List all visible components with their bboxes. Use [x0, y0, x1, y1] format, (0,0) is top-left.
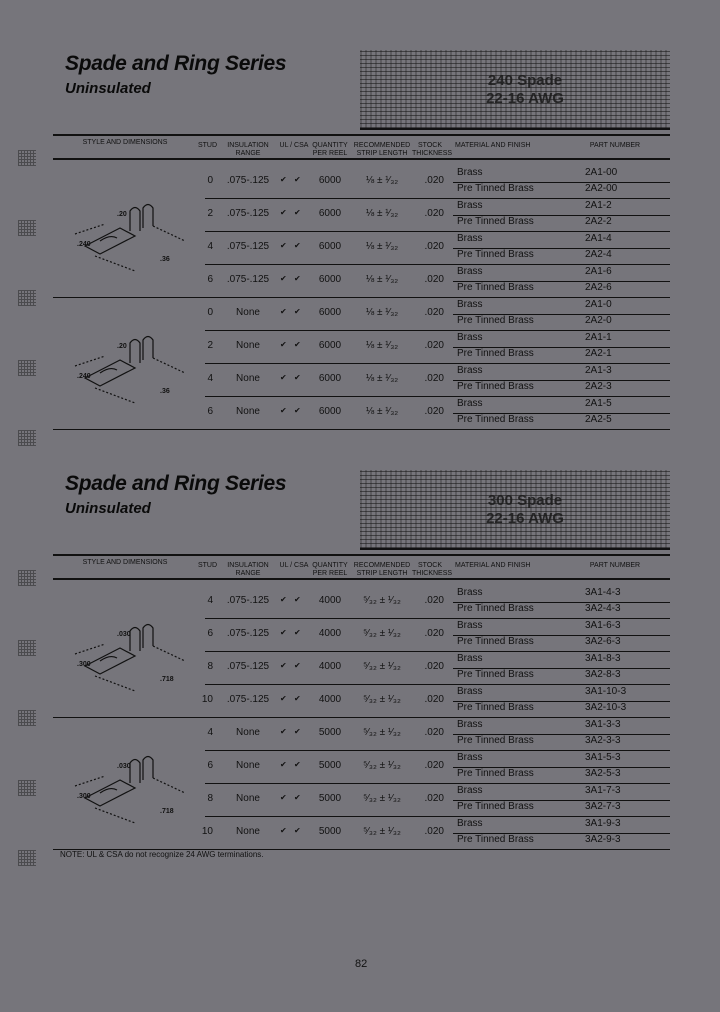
- material-finish: Pre Tinned Brass: [457, 282, 534, 293]
- footnote: NOTE: UL & CSA do not recognize 24 AWG terminations.: [60, 850, 264, 859]
- row-divider: [453, 602, 670, 603]
- ul-check-icon: ✔: [280, 274, 287, 283]
- strip-length: ⁵⁄₃₂ ± ¹⁄₃₂: [363, 595, 401, 606]
- csa-check-icon: ✔: [294, 727, 301, 736]
- dimension-label: .718: [160, 676, 174, 683]
- stud-size: 8: [207, 661, 213, 672]
- stud-size: 6: [207, 760, 213, 771]
- insulation-range: .075-.125: [226, 694, 270, 705]
- row-divider: [453, 314, 670, 315]
- stock-thickness: .020: [424, 727, 444, 738]
- group-divider: [53, 717, 453, 718]
- insulation-range: None: [236, 340, 260, 351]
- quantity-per-reel: 4000: [318, 595, 342, 606]
- section-title: Spade and Ring Series: [65, 472, 287, 495]
- banner-line-1: 300 Spade: [487, 492, 563, 509]
- margin-mark: [18, 220, 36, 236]
- row-divider: [453, 833, 670, 834]
- csa-check-icon: ✔: [294, 628, 301, 637]
- part-number: 2A1-3: [585, 365, 612, 376]
- material-finish: Pre Tinned Brass: [457, 768, 534, 779]
- part-number: 3A2-6-3: [585, 636, 621, 647]
- insulation-range: .075-.125: [226, 175, 270, 186]
- product-section: [0, 50, 720, 450]
- column-header-quantity: QUANTITY PER REEL: [312, 142, 348, 157]
- part-number: 3A2-9-3: [585, 834, 621, 845]
- csa-check-icon: ✔: [294, 208, 301, 217]
- strip-length: ⅛ ± ¹⁄₃₂: [365, 274, 399, 285]
- part-number: 2A1-5: [585, 398, 612, 409]
- material-finish: Brass: [457, 587, 483, 598]
- strip-length: ⅛ ± ¹⁄₃₂: [365, 208, 399, 219]
- strip-length: ⁵⁄₃₂ ± ¹⁄₃₂: [363, 793, 401, 804]
- part-number: 3A2-7-3: [585, 801, 621, 812]
- material-finish: Pre Tinned Brass: [457, 636, 534, 647]
- strip-length: ⁵⁄₃₂ ± ¹⁄₃₂: [363, 727, 401, 738]
- margin-mark: [18, 710, 36, 726]
- column-header-stud: STUD: [197, 562, 218, 569]
- row-divider: [453, 215, 670, 216]
- part-number: 3A1-6-3: [585, 620, 621, 631]
- row-divider: [453, 701, 670, 702]
- column-header-stud: STUD: [197, 142, 218, 149]
- material-finish: Brass: [457, 365, 483, 376]
- stock-thickness: .020: [424, 241, 444, 252]
- part-number: 3A2-4-3: [585, 603, 621, 614]
- material-finish: Pre Tinned Brass: [457, 669, 534, 680]
- stock-thickness: .020: [424, 307, 444, 318]
- csa-check-icon: ✔: [294, 406, 301, 415]
- strip-length: ⅛ ± ¹⁄₃₂: [365, 175, 399, 186]
- strip-length: ⅛ ± ¹⁄₃₂: [365, 406, 399, 417]
- insulation-range: .075-.125: [226, 661, 270, 672]
- csa-check-icon: ✔: [294, 826, 301, 835]
- part-number: 2A2-0: [585, 315, 612, 326]
- row-divider: [453, 281, 670, 282]
- material-finish: Brass: [457, 233, 483, 244]
- dimension-label: .20: [117, 211, 127, 218]
- stud-size: 4: [207, 241, 213, 252]
- csa-check-icon: ✔: [294, 175, 301, 184]
- material-finish: Pre Tinned Brass: [457, 735, 534, 746]
- margin-mark: [18, 640, 36, 656]
- part-number: 2A1-4: [585, 233, 612, 244]
- ul-check-icon: ✔: [280, 175, 287, 184]
- margin-mark: [18, 150, 36, 166]
- part-number: 2A2-00: [585, 183, 618, 194]
- ul-check-icon: ✔: [280, 727, 287, 736]
- stud-size: 2: [207, 208, 213, 219]
- column-header-material: MATERIAL AND FINISH: [455, 562, 531, 569]
- dimension-label: .240: [77, 373, 91, 380]
- terminal-drawing: [55, 738, 195, 833]
- insulation-range: .075-.125: [226, 595, 270, 606]
- banner-line-1: 240 Spade: [487, 72, 563, 89]
- stud-size: 2: [207, 340, 213, 351]
- row-divider: [453, 248, 670, 249]
- material-finish: Brass: [457, 398, 483, 409]
- part-number: 3A2-5-3: [585, 768, 621, 779]
- strip-length: ⁵⁄₃₂ ± ¹⁄₃₂: [363, 661, 401, 672]
- material-finish: Brass: [457, 686, 483, 697]
- material-finish: Pre Tinned Brass: [457, 603, 534, 614]
- insulation-range: None: [236, 373, 260, 384]
- column-header-material: MATERIAL AND FINISH: [455, 142, 531, 149]
- stock-thickness: .020: [424, 340, 444, 351]
- quantity-per-reel: 4000: [318, 628, 342, 639]
- part-number: 2A2-5: [585, 414, 612, 425]
- column-header-quantity: QUANTITY PER REEL: [312, 562, 348, 577]
- insulation-range: None: [236, 727, 260, 738]
- ul-check-icon: ✔: [280, 595, 287, 604]
- insulation-range: .075-.125: [226, 274, 270, 285]
- quantity-per-reel: 5000: [318, 727, 342, 738]
- csa-check-icon: ✔: [294, 373, 301, 382]
- material-finish: Brass: [457, 752, 483, 763]
- column-header-part: PART NUMBER: [589, 142, 641, 149]
- csa-check-icon: ✔: [294, 793, 301, 802]
- insulation-range: None: [236, 793, 260, 804]
- stock-thickness: .020: [424, 373, 444, 384]
- part-number: 3A2-10-3: [585, 702, 627, 713]
- part-number: 2A1-6: [585, 266, 612, 277]
- ul-check-icon: ✔: [280, 628, 287, 637]
- csa-check-icon: ✔: [294, 274, 301, 283]
- stud-size: 6: [207, 406, 213, 417]
- terminal-drawing: [55, 186, 195, 281]
- stud-size: 6: [207, 274, 213, 285]
- part-number: 3A1-7-3: [585, 785, 621, 796]
- stud-size: 0: [207, 175, 213, 186]
- quantity-per-reel: 6000: [318, 340, 342, 351]
- table-header: [53, 554, 670, 580]
- dimension-label: .20: [117, 343, 127, 350]
- material-finish: Brass: [457, 266, 483, 277]
- material-finish: Pre Tinned Brass: [457, 381, 534, 392]
- quantity-per-reel: 6000: [318, 208, 342, 219]
- part-number: 2A1-1: [585, 332, 612, 343]
- part-number: 3A2-3-3: [585, 735, 621, 746]
- strip-length: ⅛ ± ¹⁄₃₂: [365, 241, 399, 252]
- insulation-range: None: [236, 307, 260, 318]
- banner-line-2: 22-16 AWG: [486, 90, 564, 107]
- section-title: Spade and Ring Series: [65, 52, 287, 75]
- part-number: 3A1-4-3: [585, 587, 621, 598]
- stock-thickness: .020: [424, 793, 444, 804]
- material-finish: Brass: [457, 818, 483, 829]
- dimension-label: .030: [117, 631, 131, 638]
- part-number: 3A1-3-3: [585, 719, 621, 730]
- material-finish: Brass: [457, 653, 483, 664]
- stud-size: 4: [207, 727, 213, 738]
- part-number: 2A1-0: [585, 299, 612, 310]
- stock-thickness: .020: [424, 208, 444, 219]
- table-header: [53, 134, 670, 160]
- insulation-range: None: [236, 826, 260, 837]
- margin-mark: [18, 570, 36, 586]
- row-divider: [453, 347, 670, 348]
- insulation-range: None: [236, 760, 260, 771]
- terminal-drawing: [55, 318, 195, 413]
- quantity-per-reel: 6000: [318, 406, 342, 417]
- group-divider: [53, 297, 453, 298]
- ul-check-icon: ✔: [280, 793, 287, 802]
- csa-check-icon: ✔: [294, 661, 301, 670]
- insulation-range: .075-.125: [226, 628, 270, 639]
- column-header-insulation: INSULATION RANGE: [227, 562, 269, 577]
- material-finish: Pre Tinned Brass: [457, 249, 534, 260]
- material-finish: Pre Tinned Brass: [457, 801, 534, 812]
- ul-check-icon: ✔: [280, 406, 287, 415]
- insulation-range: None: [236, 406, 260, 417]
- ul-check-icon: ✔: [280, 208, 287, 217]
- quantity-per-reel: 5000: [318, 793, 342, 804]
- quantity-per-reel: 4000: [318, 661, 342, 672]
- row-divider: [453, 182, 670, 183]
- strip-length: ⁵⁄₃₂ ± ¹⁄₃₂: [363, 694, 401, 705]
- stock-thickness: .020: [424, 628, 444, 639]
- strip-length: ⁵⁄₃₂ ± ¹⁄₃₂: [363, 826, 401, 837]
- column-header-stock: STOCK THICKNESS: [412, 562, 453, 577]
- material-finish: Brass: [457, 785, 483, 796]
- quantity-per-reel: 5000: [318, 826, 342, 837]
- dimension-label: .718: [160, 808, 174, 815]
- material-finish: Pre Tinned Brass: [457, 414, 534, 425]
- ul-check-icon: ✔: [280, 661, 287, 670]
- strip-length: ⁵⁄₃₂ ± ¹⁄₃₂: [363, 628, 401, 639]
- dimension-label: .36: [160, 256, 170, 263]
- strip-length: ⅛ ± ¹⁄₃₂: [365, 373, 399, 384]
- column-header-style: STYLE AND DIMENSIONS: [82, 139, 168, 146]
- part-number: 3A1-9-3: [585, 818, 621, 829]
- section-subtitle: Uninsulated: [65, 80, 151, 97]
- row-divider: [453, 800, 670, 801]
- column-header-insulation: INSULATION RANGE: [227, 142, 269, 157]
- material-finish: Pre Tinned Brass: [457, 702, 534, 713]
- row-divider: [53, 429, 670, 430]
- product-section: [0, 470, 720, 870]
- row-divider: [453, 635, 670, 636]
- ul-check-icon: ✔: [280, 760, 287, 769]
- dimension-label: .36: [160, 388, 170, 395]
- dimension-label: .030: [117, 763, 131, 770]
- column-header-stock: STOCK THICKNESS: [412, 142, 453, 157]
- ul-check-icon: ✔: [280, 694, 287, 703]
- part-number: 2A2-6: [585, 282, 612, 293]
- series-banner: [360, 50, 670, 130]
- margin-mark: [18, 360, 36, 376]
- strip-length: ⁵⁄₃₂ ± ¹⁄₃₂: [363, 760, 401, 771]
- column-header-strip: RECOMMENDED STRIP LENGTH: [353, 142, 411, 157]
- csa-check-icon: ✔: [294, 241, 301, 250]
- quantity-per-reel: 4000: [318, 694, 342, 705]
- stud-size: 10: [201, 694, 213, 705]
- quantity-per-reel: 6000: [318, 373, 342, 384]
- row-divider: [453, 767, 670, 768]
- part-number: 3A2-8-3: [585, 669, 621, 680]
- material-finish: Brass: [457, 167, 483, 178]
- row-divider: [453, 413, 670, 414]
- csa-check-icon: ✔: [294, 694, 301, 703]
- material-finish: Pre Tinned Brass: [457, 348, 534, 359]
- csa-check-icon: ✔: [294, 760, 301, 769]
- ul-check-icon: ✔: [280, 241, 287, 250]
- csa-check-icon: ✔: [294, 595, 301, 604]
- material-finish: Brass: [457, 200, 483, 211]
- row-divider: [453, 668, 670, 669]
- stud-size: 4: [207, 373, 213, 384]
- row-divider: [453, 380, 670, 381]
- section-subtitle: Uninsulated: [65, 500, 151, 517]
- material-finish: Brass: [457, 299, 483, 310]
- ul-check-icon: ✔: [280, 826, 287, 835]
- dimension-label: .300: [77, 661, 91, 668]
- margin-mark: [18, 430, 36, 446]
- stock-thickness: .020: [424, 694, 444, 705]
- part-number: 3A1-8-3: [585, 653, 621, 664]
- part-number: 2A1-2: [585, 200, 612, 211]
- margin-mark: [18, 290, 36, 306]
- stud-size: 0: [207, 307, 213, 318]
- margin-mark: [18, 850, 36, 866]
- material-finish: Pre Tinned Brass: [457, 216, 534, 227]
- stud-size: 8: [207, 793, 213, 804]
- insulation-range: .075-.125: [226, 208, 270, 219]
- stock-thickness: .020: [424, 406, 444, 417]
- quantity-per-reel: 6000: [318, 241, 342, 252]
- dimension-label: .300: [77, 793, 91, 800]
- material-finish: Brass: [457, 332, 483, 343]
- stock-thickness: .020: [424, 175, 444, 186]
- stud-size: 10: [201, 826, 213, 837]
- quantity-per-reel: 6000: [318, 175, 342, 186]
- ul-check-icon: ✔: [280, 307, 287, 316]
- material-finish: Pre Tinned Brass: [457, 834, 534, 845]
- quantity-per-reel: 6000: [318, 274, 342, 285]
- part-number: 2A1-00: [585, 167, 618, 178]
- csa-check-icon: ✔: [294, 307, 301, 316]
- stock-thickness: .020: [424, 760, 444, 771]
- margin-mark: [18, 780, 36, 796]
- stock-thickness: .020: [424, 595, 444, 606]
- page-number: 82: [355, 958, 368, 970]
- part-number: 2A2-3: [585, 381, 612, 392]
- column-header-style: STYLE AND DIMENSIONS: [82, 559, 168, 566]
- dimension-label: .240: [77, 241, 91, 248]
- column-header-ul-csa: UL / CSA: [279, 142, 309, 149]
- column-header-ul-csa: UL / CSA: [279, 562, 309, 569]
- banner-line-2: 22-16 AWG: [486, 510, 564, 527]
- row-divider: [453, 734, 670, 735]
- stock-thickness: .020: [424, 274, 444, 285]
- strip-length: ⅛ ± ¹⁄₃₂: [365, 307, 399, 318]
- material-finish: Brass: [457, 719, 483, 730]
- column-header-strip: RECOMMENDED STRIP LENGTH: [353, 562, 411, 577]
- column-header-part: PART NUMBER: [589, 562, 641, 569]
- csa-check-icon: ✔: [294, 340, 301, 349]
- stock-thickness: .020: [424, 826, 444, 837]
- stud-size: 6: [207, 628, 213, 639]
- strip-length: ⅛ ± ¹⁄₃₂: [365, 340, 399, 351]
- material-finish: Pre Tinned Brass: [457, 315, 534, 326]
- terminal-drawing: [55, 606, 195, 701]
- ul-check-icon: ✔: [280, 373, 287, 382]
- material-finish: Brass: [457, 620, 483, 631]
- part-number: 2A2-2: [585, 216, 612, 227]
- material-finish: Pre Tinned Brass: [457, 183, 534, 194]
- part-number: 3A1-5-3: [585, 752, 621, 763]
- stud-size: 4: [207, 595, 213, 606]
- quantity-per-reel: 6000: [318, 307, 342, 318]
- insulation-range: .075-.125: [226, 241, 270, 252]
- part-number: 2A2-1: [585, 348, 612, 359]
- stock-thickness: .020: [424, 661, 444, 672]
- quantity-per-reel: 5000: [318, 760, 342, 771]
- series-banner: [360, 470, 670, 550]
- part-number: 2A2-4: [585, 249, 612, 260]
- ul-check-icon: ✔: [280, 340, 287, 349]
- part-number: 3A1-10-3: [585, 686, 627, 697]
